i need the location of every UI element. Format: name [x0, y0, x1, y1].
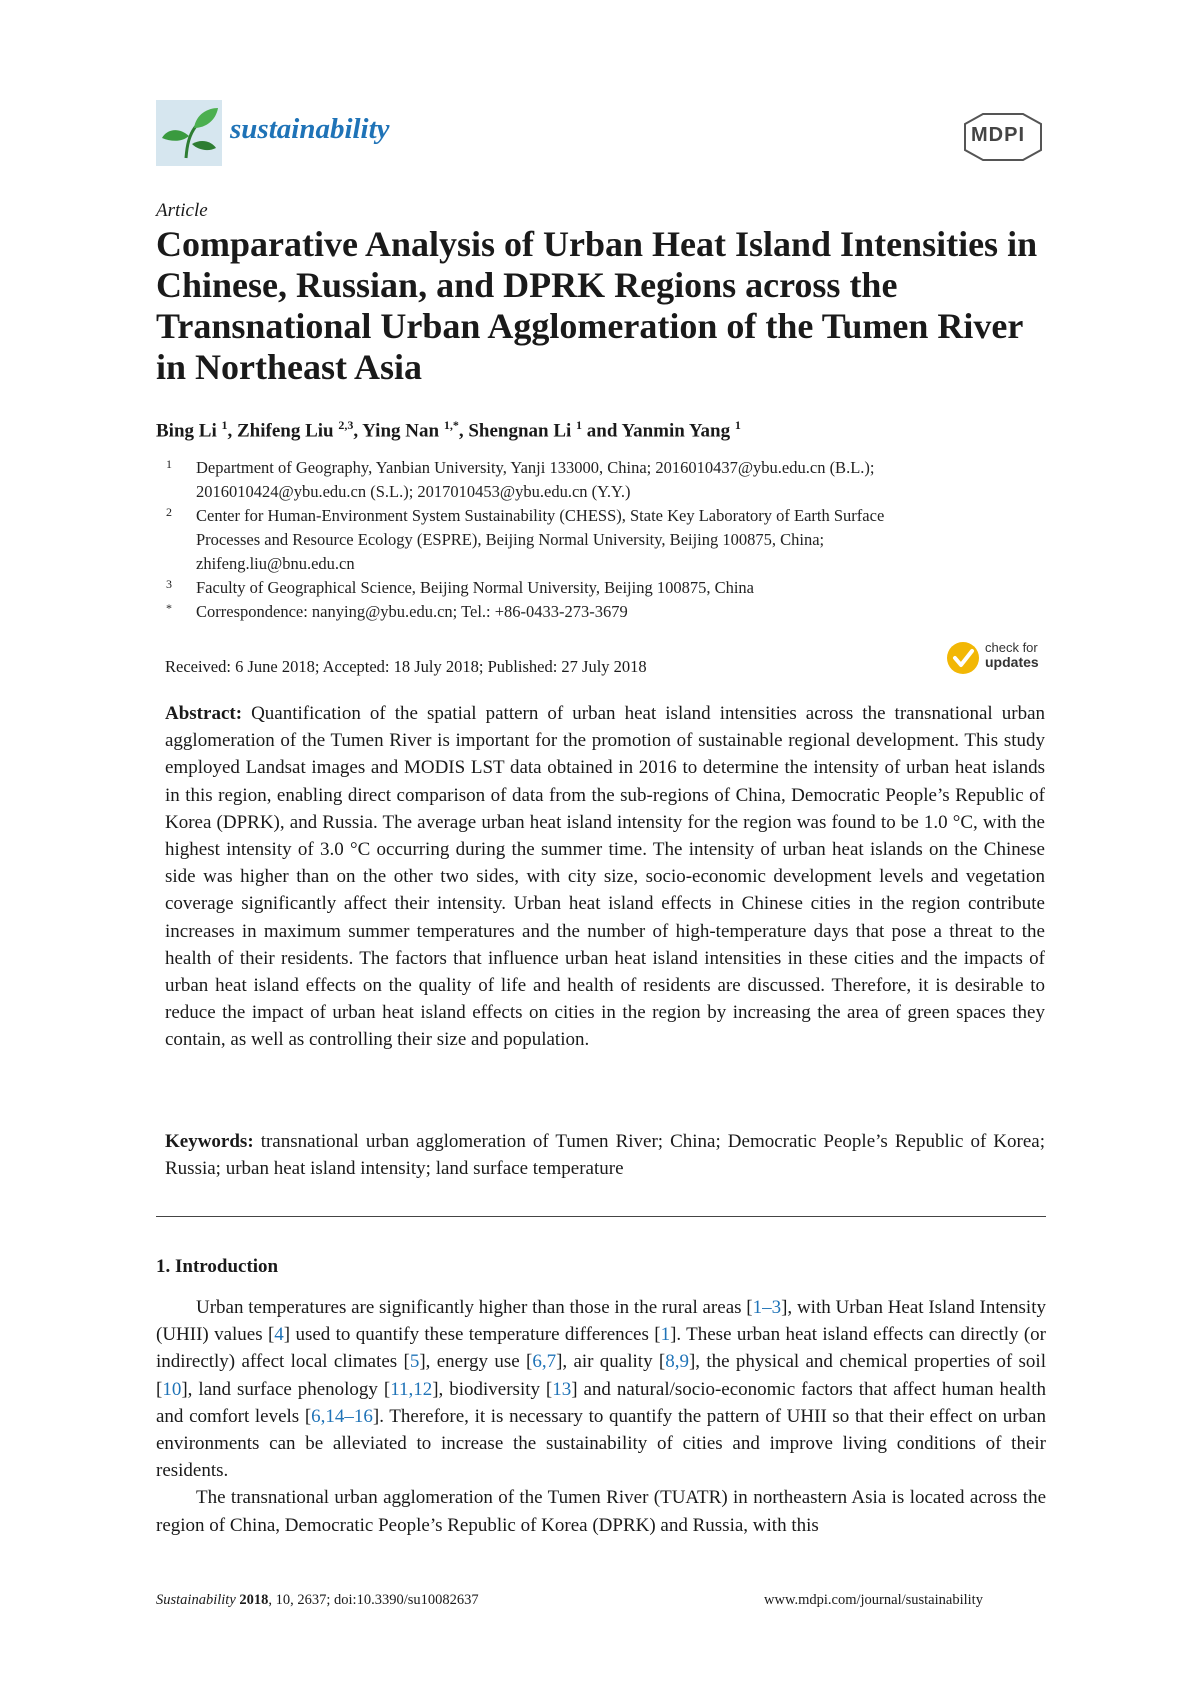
affiliation-line: Correspondence: nanying@ybu.edu.cn; Tel.: +86-0433-273-3679 — [196, 602, 628, 621]
journal-name: sustainability — [230, 113, 390, 145]
text-run: ] used to quantify these temperature differences [ — [283, 1324, 661, 1346]
check-updates-label[interactable] — [985, 640, 1039, 670]
author-affiliation-mark: 1 — [221, 418, 228, 432]
author-affiliation-mark: 1 — [576, 418, 583, 432]
affiliation-item — [166, 600, 1056, 624]
author-affiliation-mark: 1,* — [443, 418, 459, 432]
footer-citation — [156, 1592, 479, 1609]
citation-link[interactable]: 8,9 — [665, 1351, 689, 1373]
section-divider — [156, 1216, 1046, 1217]
text-run: ]. These urban heat island effects can directly (or indirectly) affect local climates [ — [156, 1324, 1046, 1373]
text-run: ], land surface phenology [ — [181, 1378, 391, 1400]
affiliation-line: Center for Human-Environment System Sustainability (CHESS), State Key Laboratory of Earth Surface — [196, 506, 885, 525]
citation-link[interactable]: 5 — [409, 1351, 420, 1373]
article-type: Article — [156, 200, 208, 221]
citation-link[interactable]: 13 — [552, 1378, 572, 1400]
text-run: ], air quality [ — [556, 1351, 666, 1373]
abstract-text: Quantification of the spatial pattern of urban heat island intensities across the transnational urban agglomeration of the Tumen River is important for the promotion of sustainable regional development. This study employed Landsat images and MODIS LST data obtained in 2016 to determine the intensity of urban heat islands in this region, enabling direct comparison of data from the sub-regions of China, Democratic People’s Republic of Korea (DPRK), and Russia. The average urban heat island intensity for the region was found to be 1.0 °C, with the highest intensity of 3.0 °C occurring during the summer time. The intensity of urban heat islands on the Chinese side was higher than on the other two sides, with city size, socio-economic development levels and vegetation coverage significantly affect their intensity. Urban heat island effects in Chinese cities in the region contribute increases in maximum summer temperatures and the number of high-temperature days that pose a threat to the health of their residents. The factors that influence urban heat island intensities in these cities and the impacts of urban heat island effects on the quality of life and health of residents are discussed. Therefore, it is desirable to reduce the impact of urban heat island effects on cities in the region by increasing the area of green spaces they contain, as well as controlling their size and population. — [165, 703, 1045, 1051]
text-run: ] and natural/socio-economic factors that affect human health and comfort levels [ — [156, 1378, 1046, 1427]
affiliation-item — [166, 456, 1056, 504]
text-run: Urban temperatures are significantly higher than those in the rural areas [ — [196, 1297, 753, 1318]
citation-link[interactable]: 11,12 — [390, 1378, 433, 1400]
footer-url[interactable]: www.mdpi.com/journal/sustainability — [764, 1592, 983, 1608]
abstract — [165, 700, 1045, 1054]
citation-link[interactable]: 6,14–16 — [311, 1405, 373, 1427]
abstract-label: Abstract: — [165, 703, 243, 724]
affiliation-line: Faculty of Geographical Science, Beijing Normal University, Beijing 100875, China — [196, 578, 754, 597]
affiliation-line: zhifeng.liu@bnu.edu.cn — [196, 554, 355, 573]
author-name: Yanmin Yang — [621, 420, 735, 442]
author-affiliation-mark: 1 — [734, 418, 741, 432]
footer-journal: Sustainability — [156, 1592, 236, 1608]
paper-title: Comparative Analysis of Urban Heat Island Intensities in Chinese, Russian, and DPRK Regions across the Transnational Urban Agglomeration of the Tumen River in Northeast Asia — [156, 224, 1038, 387]
author-name: Zhifeng Liu — [236, 420, 339, 442]
publication-dates: Received: 6 June 2018; Accepted: 18 July 2018; Published: 27 July 2018 — [165, 657, 647, 676]
affiliations — [166, 456, 1056, 624]
author-affiliation-mark: 2,3 — [338, 418, 354, 432]
check-updates-line2: updates — [985, 654, 1039, 670]
author-separator: , — [458, 420, 469, 442]
affiliation-line: Department of Geography, Yanbian University, Yanji 133000, China; 2016010437@ybu.edu.cn (B.L.); — [196, 458, 875, 477]
affiliation-mark: 3 — [166, 577, 172, 591]
text-run: ], energy use [ — [419, 1351, 533, 1373]
citation-link[interactable]: 4 — [274, 1324, 284, 1346]
mdpi-logo — [961, 112, 1045, 166]
author-name: Shengnan Li — [468, 420, 577, 442]
affiliation-item — [166, 576, 1056, 600]
text-run: ], with Urban Heat Island Intensity (UHII) values [ — [156, 1297, 1046, 1346]
affiliation-mark: 2 — [166, 505, 172, 519]
author-separator: , — [227, 420, 237, 442]
affiliation-item — [166, 504, 1056, 576]
check-updates-line1: check for — [985, 640, 1038, 655]
intro-paragraph-2: The transnational urban agglomeration of the Tumen River (TUATR) in northeastern Asia is located across the region of China, Democratic People’s Republic of Korea (DPRK) and Russia, with this — [156, 1487, 1046, 1536]
affiliation-line: Processes and Resource Ecology (ESPRE), Beijing Normal University, Beijing 100875, China; — [196, 530, 825, 549]
intro-paragraph-1 — [156, 1294, 1046, 1484]
text-run: ]. Therefore, it is necessary to quantify the pattern of UHII so that their effect on urban environments can be alleviated to increase the sustainability of cities and improve living conditions of their residents. — [156, 1405, 1046, 1482]
section-heading-introduction: 1. Introduction — [156, 1256, 279, 1277]
keywords-text: transnational urban agglomeration of Tumen River; China; Democratic People’s Republic of Korea; Russia; urban heat island intensity; land surface temperature — [165, 1131, 1046, 1180]
publisher-name: MDPI — [971, 124, 1025, 146]
keywords-label: Keywords: — [165, 1131, 254, 1152]
text-run: ], the physical and chemical properties of soil [ — [156, 1351, 1046, 1400]
journal-logo — [156, 100, 222, 166]
affiliation-mark: 1 — [166, 457, 172, 471]
footer-doi: , 10, 2637; doi:10.3390/su10082637 — [268, 1592, 479, 1608]
check-updates-icon[interactable] — [945, 640, 981, 680]
footer-year: 2018 — [239, 1592, 269, 1608]
leaf-icon — [156, 100, 222, 166]
citation-link[interactable]: 6,7 — [532, 1351, 557, 1373]
citation-link[interactable]: 1–3 — [752, 1297, 782, 1318]
author-separator: and — [582, 420, 622, 442]
introduction-body — [156, 1294, 1046, 1539]
author-name: Ying Nan — [362, 420, 444, 442]
keywords — [165, 1128, 1045, 1182]
author-separator: , — [353, 420, 363, 442]
citation-link[interactable]: 10 — [162, 1378, 182, 1400]
text-run: ], biodiversity [ — [432, 1378, 553, 1400]
affiliation-mark: * — [166, 601, 172, 615]
affiliation-line: 2016010424@ybu.edu.cn (S.L.); 2017010453@ybu.edu.cn (Y.Y.) — [196, 482, 631, 501]
author-list — [156, 418, 741, 442]
citation-link[interactable]: 1 — [660, 1324, 671, 1346]
author-name: Bing Li — [156, 420, 222, 442]
